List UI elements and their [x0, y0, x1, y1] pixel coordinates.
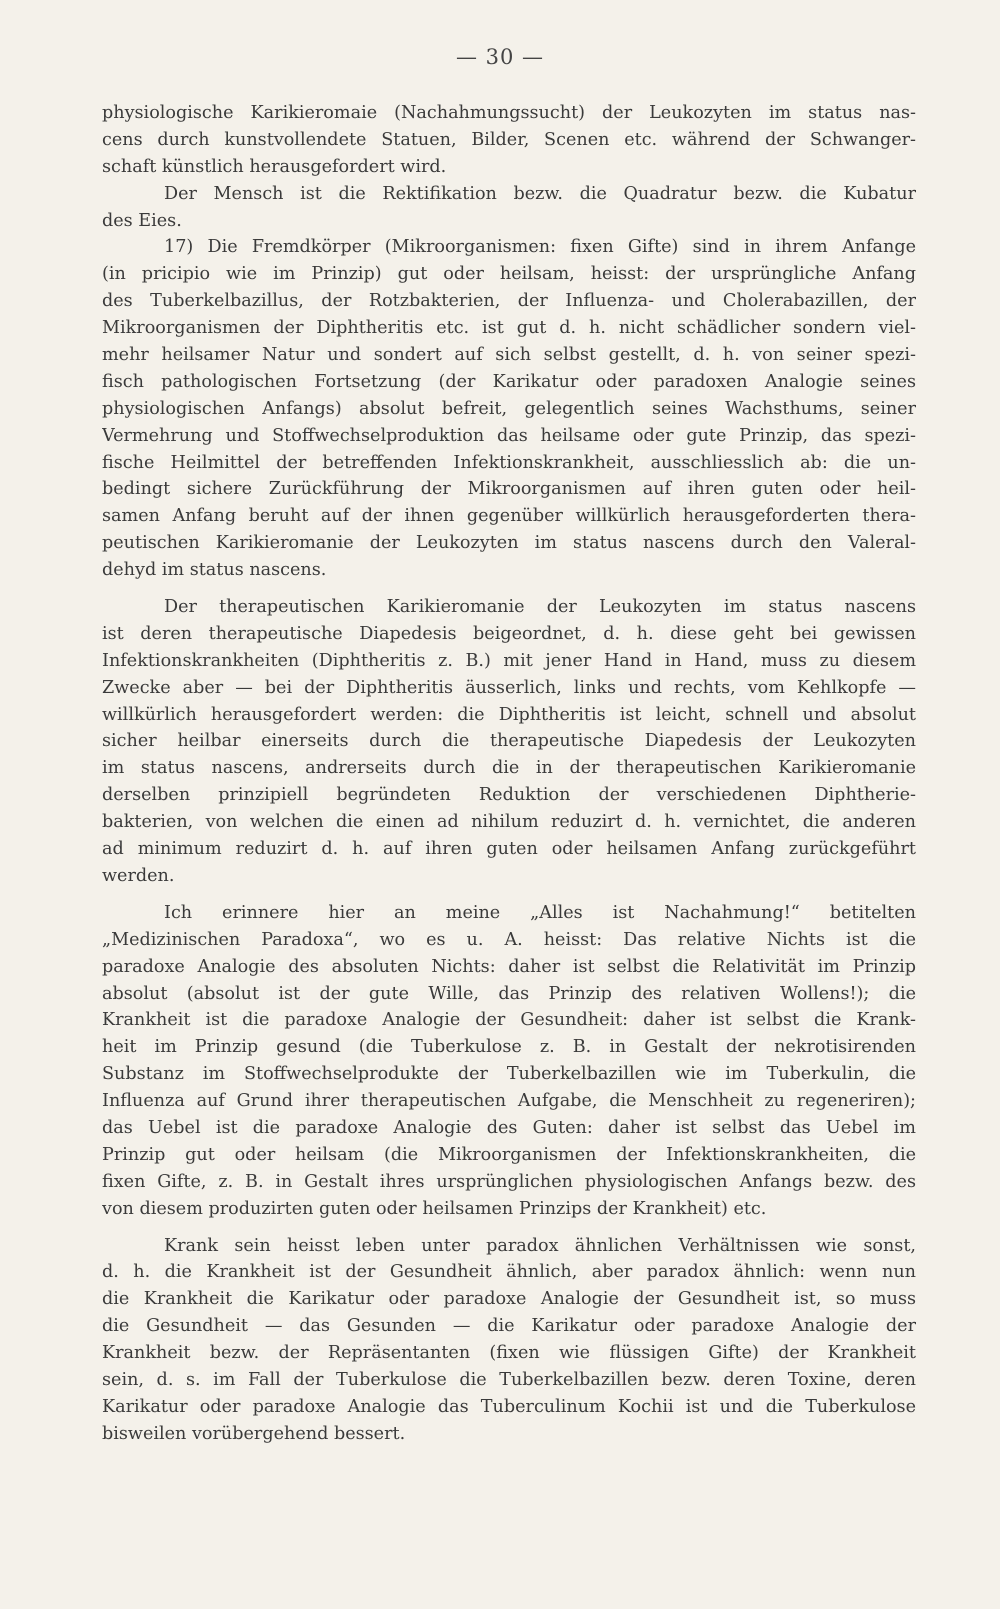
text-line: schaft künstlich herausgefordert wird. [102, 156, 447, 177]
text-line: heit im Prinzip gesund (die Tuberkulose z. B. in Gestalt der nekrotisirenden [102, 1037, 916, 1058]
body-text [102, 100, 916, 1448]
text-line: das Uebel ist die paradoxe Analogie des Guten: daher ist selbst das Uebel im [102, 1117, 916, 1138]
text-line: sein, d. s. im Fall der Tuberkulose die Tuberkelbazillen bezw. deren Toxine, deren [102, 1369, 916, 1390]
text-line: 17) Die Fremdkörper (Mikroorganismen: fixen Gifte) sind in ihrem Anfange [164, 237, 916, 258]
text-line: von diesem produzirten guten oder heilsamen Prinzips der Krankheit) etc. [102, 1198, 767, 1219]
text-line: fisch pathologischen Fortsetzung (der Karikatur oder paradoxen Analogie seines [102, 371, 916, 392]
text-line: dehyd im status nascens. [102, 560, 327, 581]
text-line: Der therapeutischen Karikieromanie der Leukozyten im status nascens [164, 597, 916, 618]
text-line: „Medizinischen Paradoxa“, wo es u. A. heisst: Das relative Nichts ist die [102, 929, 916, 950]
text-line: ad minimum reduzirt d. h. auf ihren guten oder heilsamen Anfang zurückgeführt [102, 839, 916, 860]
text-line: Krank sein heisst leben unter paradox ähnlichen Verhältnissen wie sonst, [164, 1235, 916, 1256]
text-line: bakterien, von welchen die einen ad nihilum reduzirt d. h. vernichtet, die anderen [102, 812, 916, 833]
text-line: Substanz im Stoffwechselprodukte der Tuberkelbazillen wie im Tuberkulin, die [102, 1064, 916, 1085]
text-line: bedingt sichere Zurückführung der Mikroorganismen auf ihren guten oder heil- [102, 479, 916, 500]
text-line: werden. [102, 865, 175, 886]
text-line: fische Heilmittel der betreffenden Infektionskrankheit, ausschliesslich ab: die un- [102, 452, 916, 473]
text-line: Ich erinnere hier an meine „Alles ist Nachahmung!“ betitelten [164, 902, 916, 923]
text-line: samen Anfang beruht auf der ihnen gegenüber willkürlich herausgeforderten thera- [102, 506, 916, 527]
text-line: d. h. die Krankheit ist der Gesundheit ähnlich, aber paradox ähnlich: wenn nun [102, 1262, 916, 1283]
text-line: die Krankheit die Karikatur oder paradoxe Analogie der Gesundheit ist, so muss [102, 1289, 916, 1310]
text-line: willkürlich herausgefordert werden: die Diphtheritis ist leicht, schnell und absolut [102, 704, 916, 725]
text-line: sicher heilbar einerseits durch die therapeutische Diapedesis der Leukozyten [102, 731, 916, 752]
text-line: derselben prinzipiell begründeten Reduktion der verschiedenen Diphtherie- [102, 785, 916, 806]
text-line: Zwecke aber — bei der Diphtheritis äusserlich, links und rechts, vom Kehlkopfe — [102, 677, 916, 698]
text-line: physiologischen Anfangs) absolut befreit, gelegentlich seines Wachsthums, seiner [102, 398, 916, 419]
text-line: des Tuberkelbazillus, der Rotzbakterien, der Influenza- und Cholerabazillen, der [102, 291, 916, 312]
text-line: Krankheit bezw. der Repräsentanten (fixen wie flüssigen Gifte) der Krankheit [102, 1343, 916, 1364]
page-number: — 30 — [455, 45, 545, 69]
text-line: Vermehrung und Stoffwechselproduktion das heilsame oder gute Prinzip, das spezi- [102, 425, 916, 446]
text-line: absolut (absolut ist der gute Wille, das Prinzip des relativen Wollens!); die [102, 983, 916, 1004]
text-line: Influenza auf Grund ihrer therapeutischen Aufgabe, die Menschheit zu regeneriren); [102, 1091, 916, 1112]
text-line: (in pricipio wie im Prinzip) gut oder heilsam, heisst: der ursprüngliche Anfang [102, 264, 916, 285]
text-line: physiologische Karikieromaie (Nachahmungssucht) der Leukozyten im status nas- [102, 103, 916, 123]
text-line: bisweilen vorübergehend bessert. [102, 1423, 406, 1444]
text-line: die Gesundheit — das Gesunden — die Karikatur oder paradoxe Analogie der [102, 1316, 916, 1337]
text-line: im status nascens, andrerseits durch die in der therapeutischen Karikieromanie [102, 758, 916, 779]
text-line: des Eies. [102, 210, 182, 231]
text-line: Der Mensch ist die Rektifikation bezw. die Quadratur bezw. die Kubatur [164, 183, 916, 204]
text-line: paradoxe Analogie des absoluten Nichts: daher ist selbst die Relativität im Prinzip [102, 956, 916, 977]
text-line: Mikroorganismen der Diphtheritis etc. ist gut d. h. nicht schädlicher sondern viel- [102, 318, 916, 339]
text-line: Krankheit ist die paradoxe Analogie der Gesundheit: daher ist selbst die Krank- [102, 1010, 916, 1031]
text-line: peutischen Karikieromanie der Leukozyten im status nascens durch den Valeral- [102, 533, 916, 554]
text-line: Karikatur oder paradoxe Analogie das Tuberculinum Kochii ist und die Tuberkulose [102, 1396, 916, 1417]
text-line: cens durch kunstvollendete Statuen, Bilder, Scenen etc. während der Schwanger- [102, 129, 916, 150]
text-line: Infektionskrankheiten (Diphtheritis z. B.) mit jener Hand in Hand, muss zu diesem [102, 650, 916, 671]
text-line: Prinzip gut oder heilsam (die Mikroorganismen der Infektionskrankheiten, die [102, 1144, 916, 1165]
text-line: mehr heilsamer Natur und sondert auf sich selbst gestellt, d. h. von seiner spezi- [102, 345, 916, 366]
text-line: ist deren therapeutische Diapedesis beigeordnet, d. h. diese geht bei gewissen [102, 623, 916, 644]
text-line: fixen Gifte, z. B. in Gestalt ihres ursprünglichen physiologischen Anfangs bezw. des [102, 1171, 916, 1192]
